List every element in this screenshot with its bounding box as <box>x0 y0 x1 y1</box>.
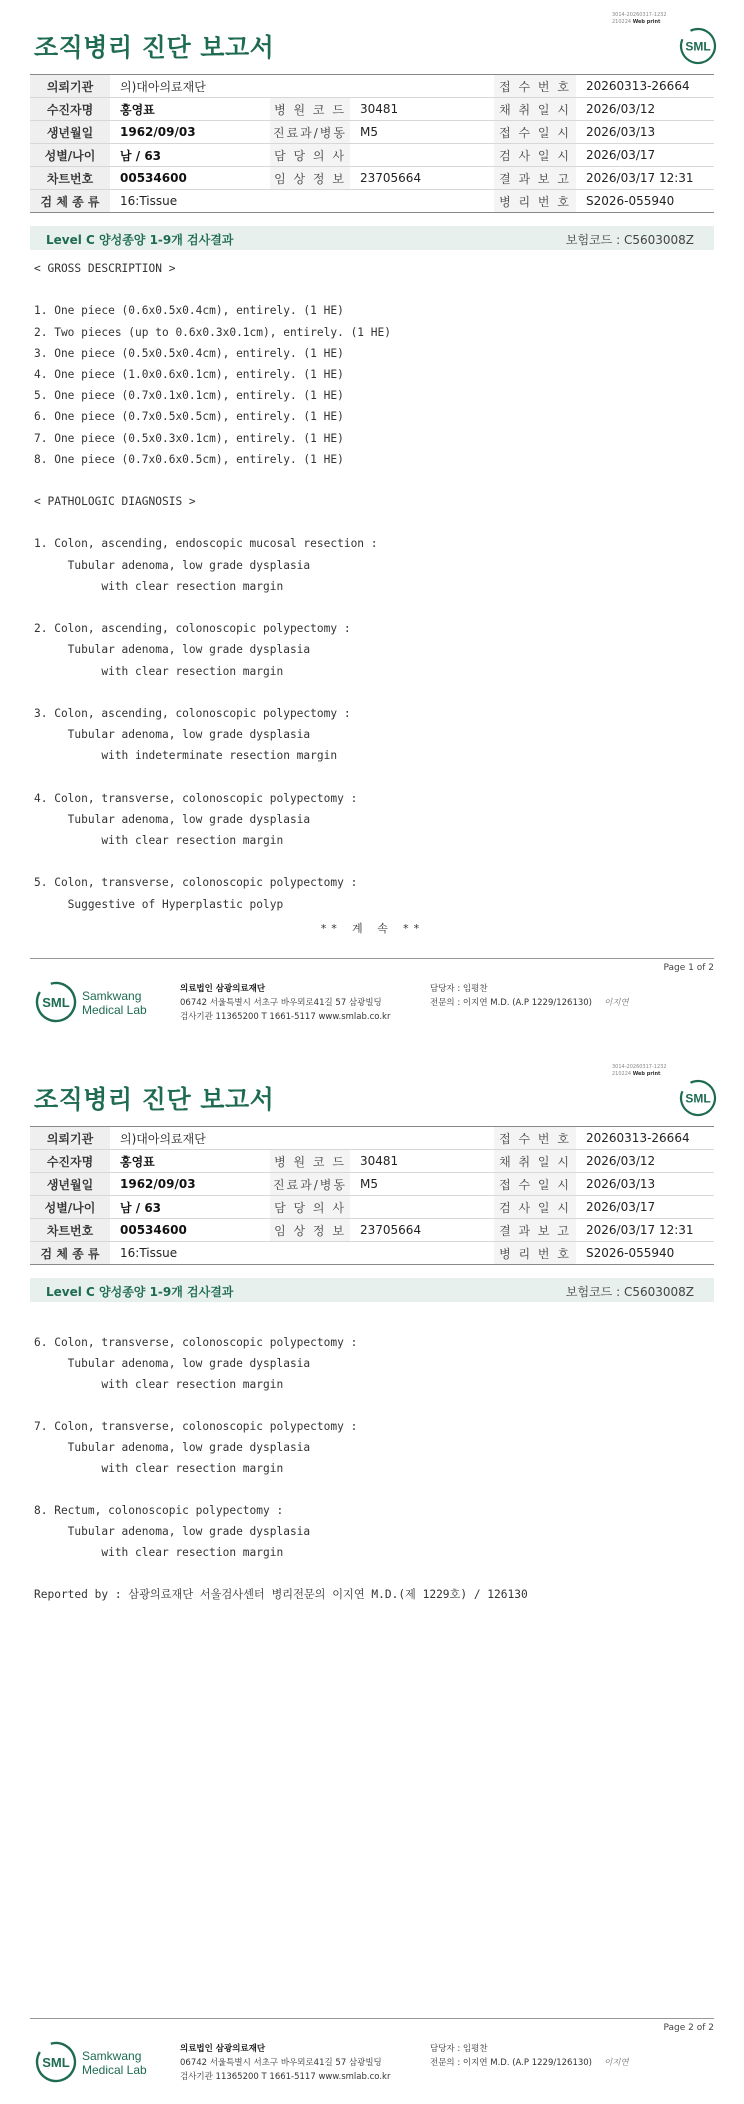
info-label: 진료과/병동 <box>270 1173 350 1196</box>
info-label: 임 상 정 보 <box>270 167 350 190</box>
report-line: Tubular adenoma, low grade dysplasia <box>34 1525 311 1538</box>
insurance-code: 보험코드 : C5603008Z <box>565 233 694 247</box>
svg-text:Medical Lab: Medical Lab <box>82 2063 147 2077</box>
info-label: 채 취 일 시 <box>494 98 576 121</box>
info-value: 30481 <box>350 98 494 121</box>
report-line: Suggestive of Hyperplastic polyp <box>34 897 284 911</box>
info-label: 성별/나이 <box>30 1196 110 1219</box>
info-label: 진료과/병동 <box>270 121 350 144</box>
info-value: 홍영표 <box>110 98 270 121</box>
footer-contact: 담당자 : 임평찬 전문의 : 이지연 M.D. (A.P 1229/126130) 이지연 <box>430 2044 629 2068</box>
report-line: with clear resection margin <box>34 1462 284 1475</box>
report-line: Reported by : 삼광의료재단 서울검사센터 병리전문의 이지연 M.D.(제 1229호) / 126130 <box>34 1588 528 1601</box>
report-line: < GROSS DESCRIPTION > <box>34 262 176 275</box>
info-label: 성별/나이 <box>30 144 110 167</box>
info-label: 의뢰기관 <box>30 1127 110 1150</box>
info-label: 병 리 번 호 <box>494 1242 576 1265</box>
svg-text:SML: SML <box>685 1091 711 1106</box>
samkwang-logo-icon <box>34 2038 164 2088</box>
report-body-page-2 <box>34 1332 528 1605</box>
info-value: 남 / 63 <box>110 1196 270 1219</box>
sml-logo-icon <box>678 26 718 66</box>
report-line: < PATHOLOGIC DIAGNOSIS > <box>34 495 196 509</box>
info-label: 검 사 일 시 <box>494 1196 576 1219</box>
info-value <box>350 144 494 167</box>
report-line <box>34 1395 528 1416</box>
info-label: 수진자명 <box>30 1150 110 1173</box>
level-title: Level C 양성종양 1-9개 검사결과 <box>46 1285 234 1299</box>
info-row <box>30 1150 714 1173</box>
report-line: with indeterminate resection margin <box>34 749 338 763</box>
info-row <box>30 1196 714 1219</box>
info-value: 2026/03/17 <box>576 1196 714 1219</box>
info-value: 16:Tissue <box>110 1242 494 1265</box>
report-line <box>34 682 391 703</box>
info-label: 담 당 의 사 <box>270 144 350 167</box>
info-label: 검 체 종 류 <box>30 1242 110 1265</box>
info-value: 2026/03/13 <box>576 121 714 144</box>
footer-contact: 담당자 : 임평찬 전문의 : 이지연 M.D. (A.P 1229/126130) 이지연 <box>430 984 629 1008</box>
info-row <box>30 167 714 190</box>
report-line: 2. Colon, ascending, colonoscopic polypectomy : <box>34 622 351 636</box>
report-title: 조직병리 진단 보고서 <box>34 33 275 62</box>
info-label: 결 과 보 고 <box>494 167 576 190</box>
info-value: 1962/09/03 <box>110 1173 270 1196</box>
report-line: 5. One piece (0.7x0.1x0.1cm), entirely. (1 HE) <box>34 389 344 403</box>
report-line: with clear resection margin <box>34 579 284 593</box>
info-label: 병 원 코 드 <box>270 1150 350 1173</box>
continued-marker: ** 계 속 ** <box>320 922 424 935</box>
level-bar <box>30 1278 714 1302</box>
info-value: 의)대아의료재단 <box>110 1127 494 1150</box>
info-label: 담 당 의 사 <box>270 1196 350 1219</box>
report-line: 5. Colon, transverse, colonoscopic polypectomy : <box>34 876 358 890</box>
info-value <box>350 1196 494 1219</box>
svg-text:Medical Lab: Medical Lab <box>82 1003 147 1017</box>
info-label: 접 수 일 시 <box>494 1173 576 1196</box>
report-line: Tubular adenoma, low grade dysplasia <box>34 1441 311 1454</box>
svg-text:SML: SML <box>685 39 711 54</box>
report-line <box>34 767 391 788</box>
report-line <box>34 470 391 491</box>
svg-text:SML: SML <box>42 995 70 1010</box>
report-line: 7. One piece (0.5x0.3x0.1cm), entirely. (1 HE) <box>34 431 344 445</box>
svg-text:SML: SML <box>42 2055 70 2070</box>
report-title: 조직병리 진단 보고서 <box>34 1085 275 1114</box>
info-label: 채 취 일 시 <box>494 1150 576 1173</box>
info-row <box>30 121 714 144</box>
report-line: 8. Rectum, colonoscopic polypectomy : <box>34 1504 284 1517</box>
info-value: 2026/03/12 <box>576 1150 714 1173</box>
report-line: 3. One piece (0.5x0.5x0.4cm), entirely. (1 HE) <box>34 346 344 360</box>
info-value: 2026/03/13 <box>576 1173 714 1196</box>
page-number: Page 2 of 2 <box>663 2023 714 2033</box>
report-line <box>34 597 391 618</box>
report-page-2 <box>0 1052 744 2104</box>
report-line: 6. One piece (0.7x0.5x0.5cm), entirely. (1 HE) <box>34 410 344 424</box>
info-value: S2026-055940 <box>576 190 714 213</box>
info-label: 검 사 일 시 <box>494 144 576 167</box>
report-line: with clear resection margin <box>34 834 284 848</box>
info-value: 00534600 <box>110 167 270 190</box>
sml-logo-icon <box>678 1078 718 1118</box>
footer-divider <box>30 2018 714 2019</box>
footer-divider <box>30 958 714 959</box>
report-line <box>34 851 391 872</box>
footer-institution: 의료법인 삼광의료재단 06742 서울특별시 서초구 바우뫼로41길 57 삼광빌딩 검사기관 11365200 T 1661-5117 www.smlab.co.kr <box>180 2044 391 2082</box>
info-value: 1962/09/03 <box>110 121 270 144</box>
samkwang-logo-icon <box>34 978 164 1028</box>
report-line: 4. One piece (1.0x0.6x0.1cm), entirely. (1 HE) <box>34 367 344 381</box>
info-label: 접 수 번 호 <box>494 1127 576 1150</box>
info-label: 수진자명 <box>30 98 110 121</box>
report-line: with clear resection margin <box>34 664 284 678</box>
report-line <box>34 512 391 533</box>
info-row <box>30 98 714 121</box>
print-stamp: 3014-20260317-1232 210224 Web print <box>612 1064 667 1077</box>
info-label: 병 원 코 드 <box>270 98 350 121</box>
info-value: 2026/03/12 <box>576 98 714 121</box>
info-label: 접 수 번 호 <box>494 75 576 98</box>
info-value: 2026/03/17 12:31 <box>576 1219 714 1242</box>
info-value: 2026/03/17 <box>576 144 714 167</box>
report-line: 1. One piece (0.6x0.5x0.4cm), entirely. (1 HE) <box>34 304 344 318</box>
report-line: 2. Two pieces (up to 0.6x0.3x0.1cm), entirely. (1 HE) <box>34 325 391 339</box>
info-value: 홍영표 <box>110 1150 270 1173</box>
info-value: S2026-055940 <box>576 1242 714 1265</box>
footer-institution: 의료법인 삼광의료재단 06742 서울특별시 서초구 바우뫼로41길 57 삼광빌딩 검사기관 11365200 T 1661-5117 www.smlab.co.kr <box>180 984 391 1022</box>
info-row <box>30 1242 714 1265</box>
info-label: 차트번호 <box>30 167 110 190</box>
info-value: 2026/03/17 12:31 <box>576 167 714 190</box>
report-line: 6. Colon, transverse, colonoscopic polypectomy : <box>34 1336 358 1349</box>
signature: 이지연 <box>604 2058 629 2068</box>
info-value: 30481 <box>350 1150 494 1173</box>
info-label: 임 상 정 보 <box>270 1219 350 1242</box>
info-row <box>30 1219 714 1242</box>
report-line: 4. Colon, transverse, colonoscopic polypectomy : <box>34 791 358 805</box>
info-label: 병 리 번 호 <box>494 190 576 213</box>
info-label: 차트번호 <box>30 1219 110 1242</box>
svg-text:Samkwang: Samkwang <box>82 989 142 1003</box>
report-line: 3. Colon, ascending, colonoscopic polypectomy : <box>34 706 351 720</box>
patient-info-table <box>30 1126 714 1265</box>
report-line: 7. Colon, transverse, colonoscopic polypectomy : <box>34 1420 358 1433</box>
report-line: with clear resection margin <box>34 1546 284 1559</box>
report-line <box>34 279 391 300</box>
info-label: 결 과 보 고 <box>494 1219 576 1242</box>
info-row <box>30 75 714 98</box>
info-value: 23705664 <box>350 167 494 190</box>
level-title: Level C 양성종양 1-9개 검사결과 <box>46 233 234 247</box>
info-row <box>30 1127 714 1150</box>
info-value: 23705664 <box>350 1219 494 1242</box>
info-value: 20260313-26664 <box>576 1127 714 1150</box>
report-line <box>34 1479 528 1500</box>
page-number: Page 1 of 2 <box>663 963 714 973</box>
report-line: Tubular adenoma, low grade dysplasia <box>34 558 311 572</box>
info-value: 의)대아의료재단 <box>110 75 494 98</box>
report-line: 1. Colon, ascending, endoscopic mucosal resection : <box>34 537 378 551</box>
info-value: 00534600 <box>110 1219 270 1242</box>
signature: 이지연 <box>604 998 629 1008</box>
report-body-page-1 <box>34 258 391 915</box>
info-value: M5 <box>350 1173 494 1196</box>
patient-info-table <box>30 74 714 213</box>
info-label: 검 체 종 류 <box>30 190 110 213</box>
info-label: 의뢰기관 <box>30 75 110 98</box>
info-row <box>30 190 714 213</box>
info-label: 생년월일 <box>30 1173 110 1196</box>
svg-text:Samkwang: Samkwang <box>82 2049 142 2063</box>
info-value: 남 / 63 <box>110 144 270 167</box>
info-value: 16:Tissue <box>110 190 494 213</box>
report-line: Tubular adenoma, low grade dysplasia <box>34 812 311 826</box>
report-line: 8. One piece (0.7x0.6x0.5cm), entirely. (1 HE) <box>34 452 344 466</box>
level-bar <box>30 226 714 250</box>
insurance-code: 보험코드 : C5603008Z <box>565 1285 694 1299</box>
info-row <box>30 144 714 167</box>
report-line <box>34 1563 528 1584</box>
info-row <box>30 1173 714 1196</box>
info-value: M5 <box>350 121 494 144</box>
print-stamp: 3014-20260317-1232 210224 Web print <box>612 12 667 25</box>
info-value: 20260313-26664 <box>576 75 714 98</box>
report-line: Tubular adenoma, low grade dysplasia <box>34 728 311 742</box>
report-line: Tubular adenoma, low grade dysplasia <box>34 1357 311 1370</box>
report-line: with clear resection margin <box>34 1378 284 1391</box>
info-label: 접 수 일 시 <box>494 121 576 144</box>
info-label: 생년월일 <box>30 121 110 144</box>
report-line: Tubular adenoma, low grade dysplasia <box>34 643 311 657</box>
